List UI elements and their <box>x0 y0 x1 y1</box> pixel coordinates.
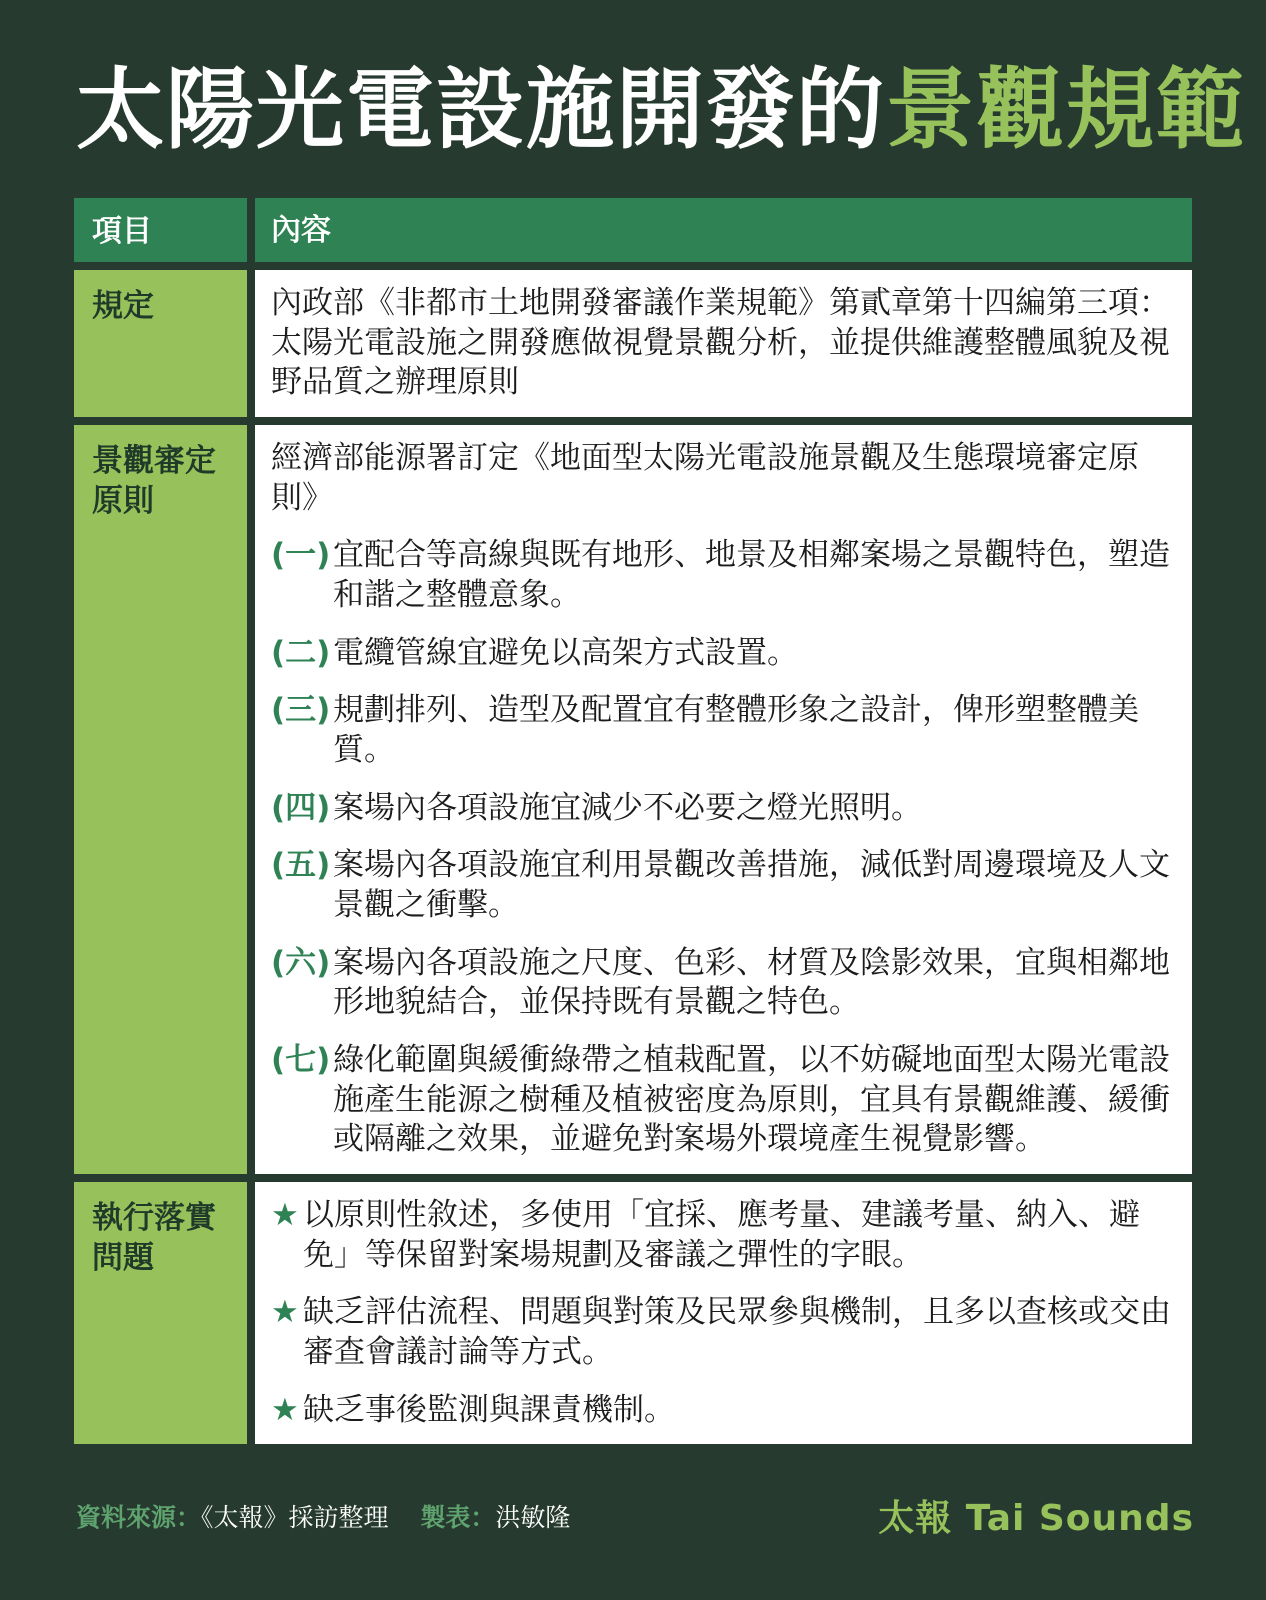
item-number: (三) <box>271 692 331 729</box>
list-item <box>271 944 1174 1023</box>
item-text: 規劃排列、造型及配置宜有整體形象之設計，俾形塑整體美質。 <box>333 692 1139 769</box>
list-item <box>271 1196 1174 1275</box>
header-content: 內容 <box>255 198 1192 262</box>
list-item <box>271 634 1174 674</box>
row-label-issues: 執行落實問題 <box>74 1182 247 1444</box>
page-title <box>76 58 1247 161</box>
maker-value: 洪敏隆 <box>495 1503 571 1532</box>
row-label-regulation: 規定 <box>74 270 247 417</box>
list-item <box>271 1391 1174 1431</box>
item-text: 綠化範圍與緩衝綠帶之植栽配置，以不妨礙地面型太陽光電設施產生能源之樹種及植被密度為原則，宜具有景觀維護、緩衝或隔離之效果，並避免對案場外環境產生視覺影響。 <box>333 1042 1170 1158</box>
table-row-principles <box>74 425 1192 1174</box>
item-text: 案場內各項設施宜減少不必要之燈光照明。 <box>333 789 922 826</box>
table-row-issues <box>74 1182 1192 1444</box>
item-text: 缺乏事後監測與課責機制。 <box>303 1391 675 1428</box>
row-content-issues <box>255 1182 1192 1444</box>
table-row-regulation <box>74 270 1192 417</box>
item-text: 宜配合等高線與既有地形、地景及相鄰案場之景觀特色，塑造和諧之整體意象。 <box>333 537 1170 614</box>
item-number: (一) <box>271 537 331 574</box>
regulation-table <box>74 198 1192 1452</box>
source-label: 資料來源： <box>76 1503 202 1532</box>
maker-label: 製表： <box>420 1503 496 1532</box>
item-text: 電纜管線宜避免以高架方式設置。 <box>333 634 798 671</box>
item-text: 缺乏評估流程、問題與對策及民眾參與機制，且多以查核或交由審查會議討論等方式。 <box>303 1294 1171 1371</box>
title-main: 太陽光電設施開發的 <box>76 58 887 161</box>
title-highlight: 景觀規範 <box>886 58 1247 161</box>
list-item <box>271 1041 1174 1160</box>
item-text: 以原則性敘述，多使用「宜採、應考量、建議考量、納入、避免」等保留對案場規劃及審議之彈性的字眼。 <box>303 1197 1140 1273</box>
item-number: (四) <box>271 789 331 826</box>
brand-logo: 太報 Tai Sounds <box>878 1498 1194 1539</box>
principles-intro: 經濟部能源署訂定《地面型太陽光電設施景觀及生態環境審定原則》 <box>271 440 1139 516</box>
item-text: 案場內各項設施宜利用景觀改善措施，減低對周邊環境及人文景觀之衝擊。 <box>333 847 1170 924</box>
star-icon: ★ <box>271 1391 299 1428</box>
source-value: 《太報》採訪整理 <box>201 1503 389 1532</box>
star-icon: ★ <box>271 1197 299 1234</box>
list-item <box>271 846 1174 925</box>
item-number: (七) <box>271 1042 331 1079</box>
list-item <box>271 691 1174 770</box>
footer <box>76 1486 1194 1539</box>
list-item <box>271 536 1174 615</box>
row-content-principles <box>255 425 1192 1174</box>
list-item <box>271 1293 1174 1372</box>
item-number: (二) <box>271 634 331 671</box>
source-credit <box>76 1498 570 1534</box>
star-icon: ★ <box>271 1294 299 1331</box>
list-item <box>271 789 1174 829</box>
item-number: (五) <box>271 847 331 884</box>
row-label-principles: 景觀審定原則 <box>74 425 247 1174</box>
row-content-regulation: 內政部《非都市土地開發審議作業規範》第貳章第十四編第三項：太陽光電設施之開發應做視覺景觀分析，並提供維護整體風貌及視野品質之辦理原則 <box>255 270 1192 417</box>
item-text: 案場內各項設施之尺度、色彩、材質及陰影效果，宜與相鄰地形地貌結合，並保持既有景觀之特色。 <box>333 944 1170 1021</box>
header-item: 項目 <box>74 198 247 262</box>
table-header-row <box>74 198 1192 262</box>
item-number: (六) <box>271 944 331 981</box>
